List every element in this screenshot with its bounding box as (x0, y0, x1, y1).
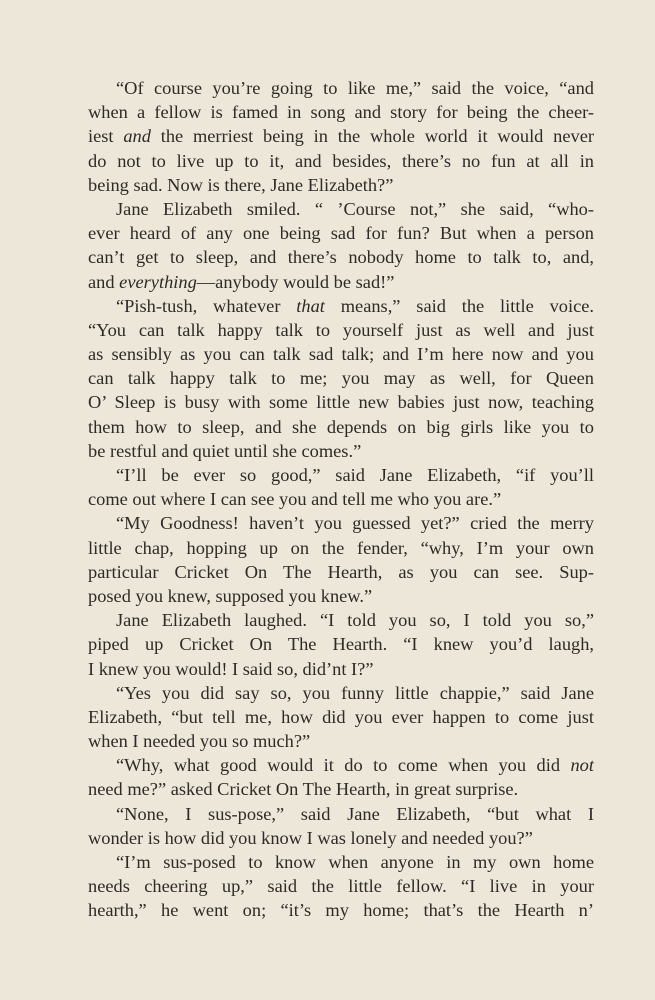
text-line: come out where I can see you and tell me who you are.” (88, 489, 502, 510)
text-line: I knew you would! I said so, did’nt I?” (88, 658, 374, 679)
text-line: can’t get to sleep, and there’s nobody home to talk to, and, (88, 247, 594, 268)
text-line: Jane Elizabeth laughed. “I told you so, I told you so,” (116, 610, 594, 631)
text-line: “None, I sus-pose,” said Jane Elizabeth, “but what I (116, 803, 594, 824)
text-line: needs cheering up,” said the little fellow. “I live in your (88, 876, 594, 897)
text-line: can talk happy talk to me; you may as well, for Queen (88, 368, 594, 389)
text-line: “Pish-tush, whatever that means,” said the little voice. (116, 295, 594, 316)
text-line: and everything—anybody would be sad!” (88, 271, 395, 292)
text-line: “Of course you’re going to like me,” said the voice, “and (116, 78, 594, 98)
text-line: hearth,” he went on; “it’s my home; that’s the Hearth n’ (88, 900, 594, 921)
text-line: “My Goodness! haven’t you guessed yet?” cried the merry (116, 513, 594, 534)
text-line: O’ Sleep is busy with some little new babies just now, teaching (88, 392, 594, 413)
text-line: “You can talk happy talk to yourself just as well and just (88, 319, 594, 340)
text-line: “Why, what good would it do to come when you did not (116, 755, 594, 776)
text-line: particular Cricket On The Hearth, as you can see. Sup- (88, 561, 594, 582)
text-line: being sad. Now is there, Jane Elizabeth?” (88, 174, 394, 195)
text-line: them how to sleep, and she depends on big girls like you to (88, 416, 594, 437)
text-line: “Yes you did say so, you funny little chappie,” said Jane (116, 682, 594, 703)
text-line: little chap, hopping up on the fender, “why, I’m your own (88, 537, 594, 558)
text-line: be restful and quiet until she comes.” (88, 440, 362, 461)
text-line: posed you knew, supposed you knew.” (88, 585, 373, 606)
text-line: as sensibly as you can talk sad talk; and I’m here now and you (88, 344, 594, 365)
text-line: when I needed you so much?” (88, 731, 311, 752)
text-line: piped up Cricket On The Hearth. “I knew you’d laugh, (88, 634, 594, 655)
text-line: “I’ll be ever so good,” said Jane Elizabeth, “if you’ll (116, 465, 594, 485)
text-line: wonder is how did you know I was lonely and needed you?” (88, 827, 533, 848)
text-line: iest and the merriest being in the whole world it would never (88, 126, 594, 147)
text-line: do not to live up to it, and besides, there’s no fun at all in (88, 150, 594, 171)
text-line: when a fellow is famed in song and story for being the cheer- (88, 102, 594, 123)
text-line: Jane Elizabeth smiled. “ ’Course not,” she said, “who- (116, 198, 594, 219)
text-line: “I’m sus-posed to know when anyone in my own home (116, 852, 594, 872)
body-text (88, 76, 594, 923)
text-line: ever heard of any one being sad for fun? But when a person (88, 223, 594, 244)
text-line: need me?” asked Cricket On The Hearth, in great surprise. (88, 779, 519, 800)
text-line: Elizabeth, “but tell me, how did you ever happen to come just (88, 706, 594, 727)
